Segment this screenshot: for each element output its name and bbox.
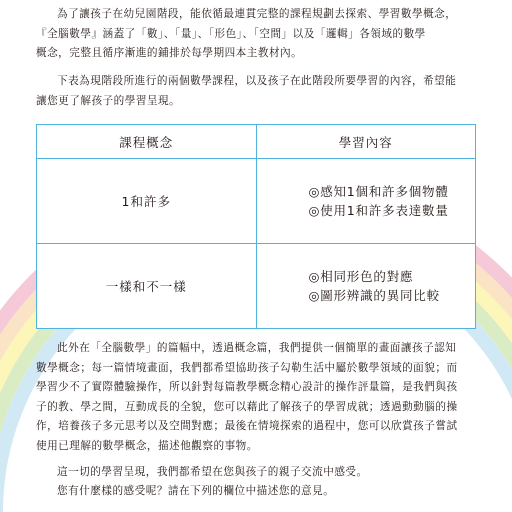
- intro-paragraph: [36, 5, 456, 64]
- text-line: 下表為現階段所進行的兩個數學課程，以及孩子在此階段所要學習的內容，希望能: [57, 75, 457, 87]
- table-header-row: [37, 125, 476, 159]
- text-line: 『全腦數學』涵蓋了「數」、「量」、「形色」、「空間」以及「邏輯」各領域的數學: [36, 27, 426, 40]
- curriculum-table: [36, 124, 476, 329]
- text-line: 學習少不了實際體驗操作，所以針對每篇教學概念精心設計的操作評量篇，是我們與孩: [36, 381, 458, 394]
- text-line: 這一切的學習呈現，我們都希望在您與孩子的親子交流中感受。: [57, 466, 368, 478]
- text-line: 讓您更了解孩子的學習呈現。: [36, 94, 181, 107]
- closing-paragraph: [36, 463, 368, 483]
- text-line: 為了讓孩子在幼兒園階段，能依循最連貫完整的課程規劃去探索、學習數學概念，: [57, 8, 457, 20]
- header-concept: 課程概念: [37, 125, 257, 159]
- body-paragraph: [36, 339, 458, 457]
- learning-item: ◎感知1個和許多個物體: [308, 183, 449, 199]
- text-line: 此外在「全腦數學」的篇幅中，透過概念篇，我們提供一個簡單的畫面讓孩子認知: [57, 342, 457, 354]
- text-line: 使用已理解的數學概念，描述他觀察的事物。: [36, 439, 258, 452]
- concept-cell: 1和許多: [37, 159, 257, 244]
- table-row: [37, 159, 476, 244]
- content-cell: [256, 159, 476, 244]
- text-line: 概念，完整且循序漸進的鋪排於每學期四本主教材內。: [36, 47, 303, 60]
- text-line: 作，培養孩子多元思考以及空間對應；最後在情境探索的過程中，您可以欣賞孩子嘗試: [36, 420, 458, 433]
- text-line: 子的教、學之間，互動成長的全貌，您可以藉此了解孩子的學習成就；透過動動腦的操: [36, 400, 458, 413]
- concept-cell: 一樣和不一樣: [37, 244, 257, 329]
- learning-item: ◎使用1和許多表達數量: [308, 203, 449, 218]
- header-learning-content: 學習內容: [256, 125, 476, 159]
- text-line: 數學概念；每一篇情境畫面，我們都希望協助孩子勾勒生活中屬於數學領域的面貌；而: [36, 361, 458, 374]
- question-paragraph: [36, 482, 334, 502]
- text-line: 您有什麼樣的感受呢？請在下列的欄位中描述您的意見。: [57, 485, 335, 497]
- learning-item: ◎相同形色的對應: [308, 268, 414, 284]
- content-cell: [256, 244, 476, 329]
- table-row: [37, 244, 476, 329]
- table-intro-paragraph: [36, 72, 456, 111]
- learning-item: ◎圖形辨識的異同比較: [308, 288, 440, 303]
